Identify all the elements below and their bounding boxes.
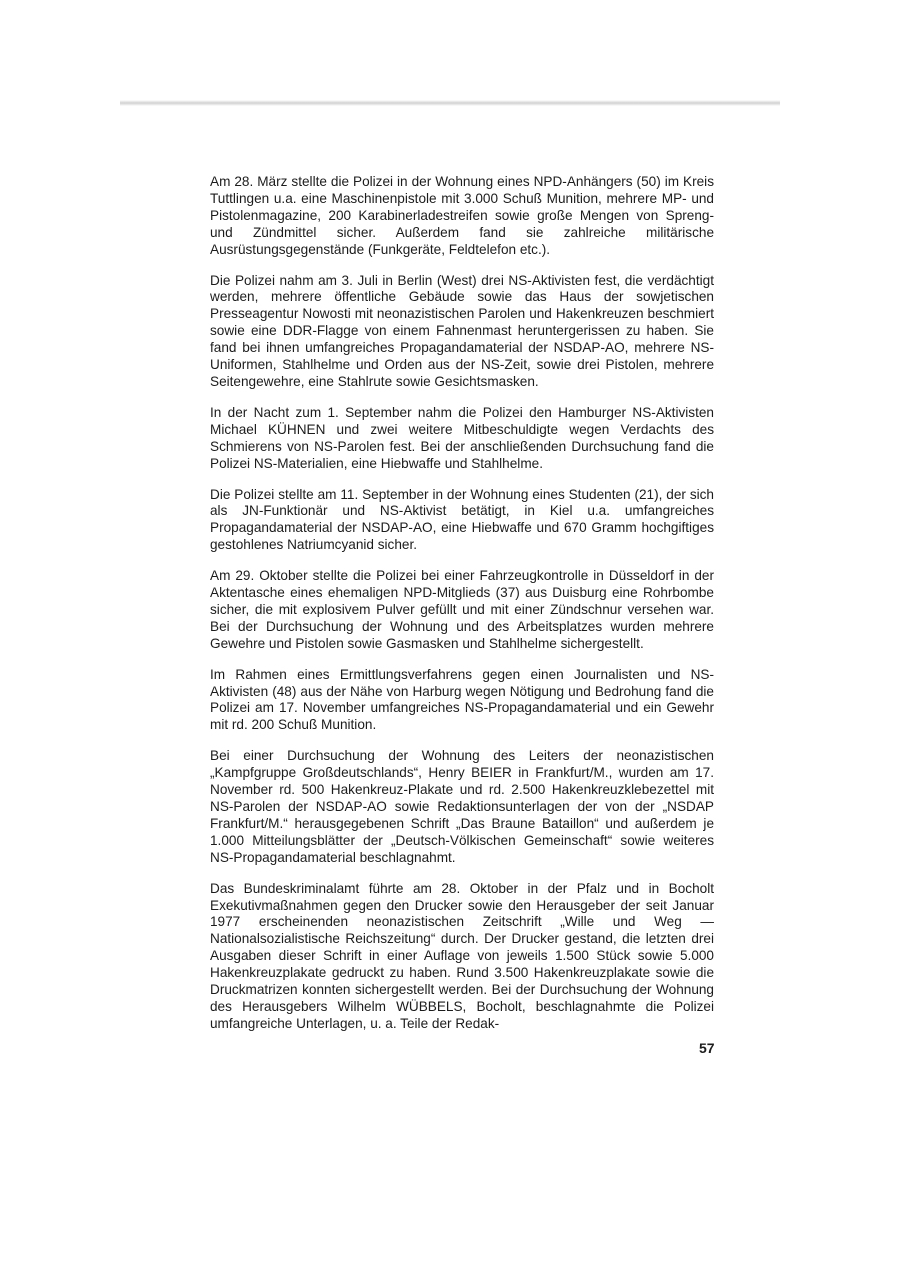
paragraph-frankfurt-search: Bei einer Durchsuchung der Wohnung des Leiters der neonazistischen „Kampfgruppe Großdeutschlands“, Henry BEIER in Frankfurt/M., wurden am 17. November rd. 500 Hakenkreuz-Plakate und rd. 2.500 Hakenkreuzklebezettel mit NS-Parolen der NSDAP-AO sowie Redaktionsunterlagen der von der „NSDAP Frankfurt/M.“ herausgegebenen Schrift „Das Braune Bataillon“ und außerdem je 1.000 Mitteilungsblätter der „Deutsch-Völkischen Gemeinschaft“ sowie weiteres NS-Propagandamaterial beschlagnahmt.	[210, 748, 714, 865]
paragraph-arrest-hamburg: In der Nacht zum 1. September nahm die Polizei den Hamburger NS-Aktivisten Michael KÜHNEN und zwei weitere Mitbeschuldigte wegen Verdachts des Schmierens von NS-Parolen fest. Bei der anschließenden Durchsuchung fand die Polizei NS-Materialien, eine Hiebwaffe und Stahlhelme.	[210, 404, 714, 471]
paragraph-harburg-investigation: Im Rahmen eines Ermittlungsverfahrens gegen einen Journalisten und NS-Aktivisten (48) aus der Nähe von Harburg wegen Nötigung und Bedrohung fand die Polizei am 17. November umfangreiches NS-Propagandamaterial und ein Gewehr mit rd. 200 Schuß Munition.	[210, 666, 714, 733]
paragraph-arrest-berlin: Die Polizei nahm am 3. Juli in Berlin (West) drei NS-Aktivisten fest, die verdächtigt werden, mehrere öffentliche Gebäude sowie das Haus der sowjetischen Presseagentur Nowosti mit neonazistischen Parolen und Hakenkreuzen beschmiert sowie eine DDR-Flagge von einem Fahnenmast heruntergerissen zu haben. Sie fand bei ihnen umfangreiches Propagandamaterial der NSDAP-AO, mehrere NS-Uniformen, Stahlhelme und Orden aus der NS-Zeit, sowie drei Pistolen, mehrere Seitengewehre, eine Stahlrute sowie Gesichtsmasken.	[210, 272, 714, 389]
paragraph-seizure-tuttlingen: Am 28. März stellte die Polizei in der Wohnung eines NPD-Anhängers (50) im Kreis Tuttlingen u.a. eine Maschinenpistole mit 3.000 Schuß Munition, mehrere MP- und Pistolenmagazine, 200 Karabinerladestreifen sowie große Mengen von Spreng- und Zündmittel sicher. Außerdem fand sie zahlreiche militärische Ausrüstungsgegenstände (Funkgeräte, Feldtelefon etc.).	[210, 174, 714, 257]
page-number: 57	[699, 1040, 715, 1056]
paragraph-bka-measures: Das Bundeskriminalamt führte am 28. Oktober in der Pfalz und in Bocholt Exekutivmaßnahmen gegen den Drucker sowie den Herausgeber der seit Januar 1977 erscheinenden neonazistischen Zeitschrift „Wille und Weg — Nationalsozialistische Reichszeitung“ durch. Der Drucker gestand, die letzten drei Ausgaben dieser Schrift in einer Auflage von jeweils 1.500 Stück sowie 5.000 Hakenkreuzplakate gedruckt zu haben. Rund 3.500 Hakenkreuzplakate sowie die Druckmatrizen konnten sichergestellt werden. Bei der Durchsuchung der Wohnung des Herausgebers Wilhelm WÜBBELS, Bocholt, beschlagnahmte die Polizei umfangreiche Unterlagen, u. a. Teile der Redak-	[210, 880, 714, 1031]
paragraph-seizure-kiel: Die Polizei stellte am 11. September in der Wohnung eines Studenten (21), der sich als JN-Funktionär und NS-Aktivist betätigt, in Kiel u.a. umfangreiches Propagandamaterial der NSDAP-AO, eine Hiebwaffe und 670 Gramm hochgiftiges gestohlenes Natriumcyanid sicher.	[210, 486, 714, 553]
paragraph-pipe-bomb-duesseldorf: Am 29. Oktober stellte die Polizei bei einer Fahrzeugkontrolle in Düsseldorf in der Aktentasche eines ehemaligen NPD-Mitglieds (37) aus Duisburg eine Rohrbombe sicher, die mit explosivem Pulver gefüllt und mit einer Zündschnur versehen war. Bei der Durchsuchung der Wohnung und des Arbeitsplatzes wurden mehrere Gewehre und Pistolen sowie Gasmasken und Stahlhelme sichergestellt.	[210, 568, 714, 651]
document-body	[210, 174, 714, 1047]
scan-edge-line	[120, 100, 780, 106]
